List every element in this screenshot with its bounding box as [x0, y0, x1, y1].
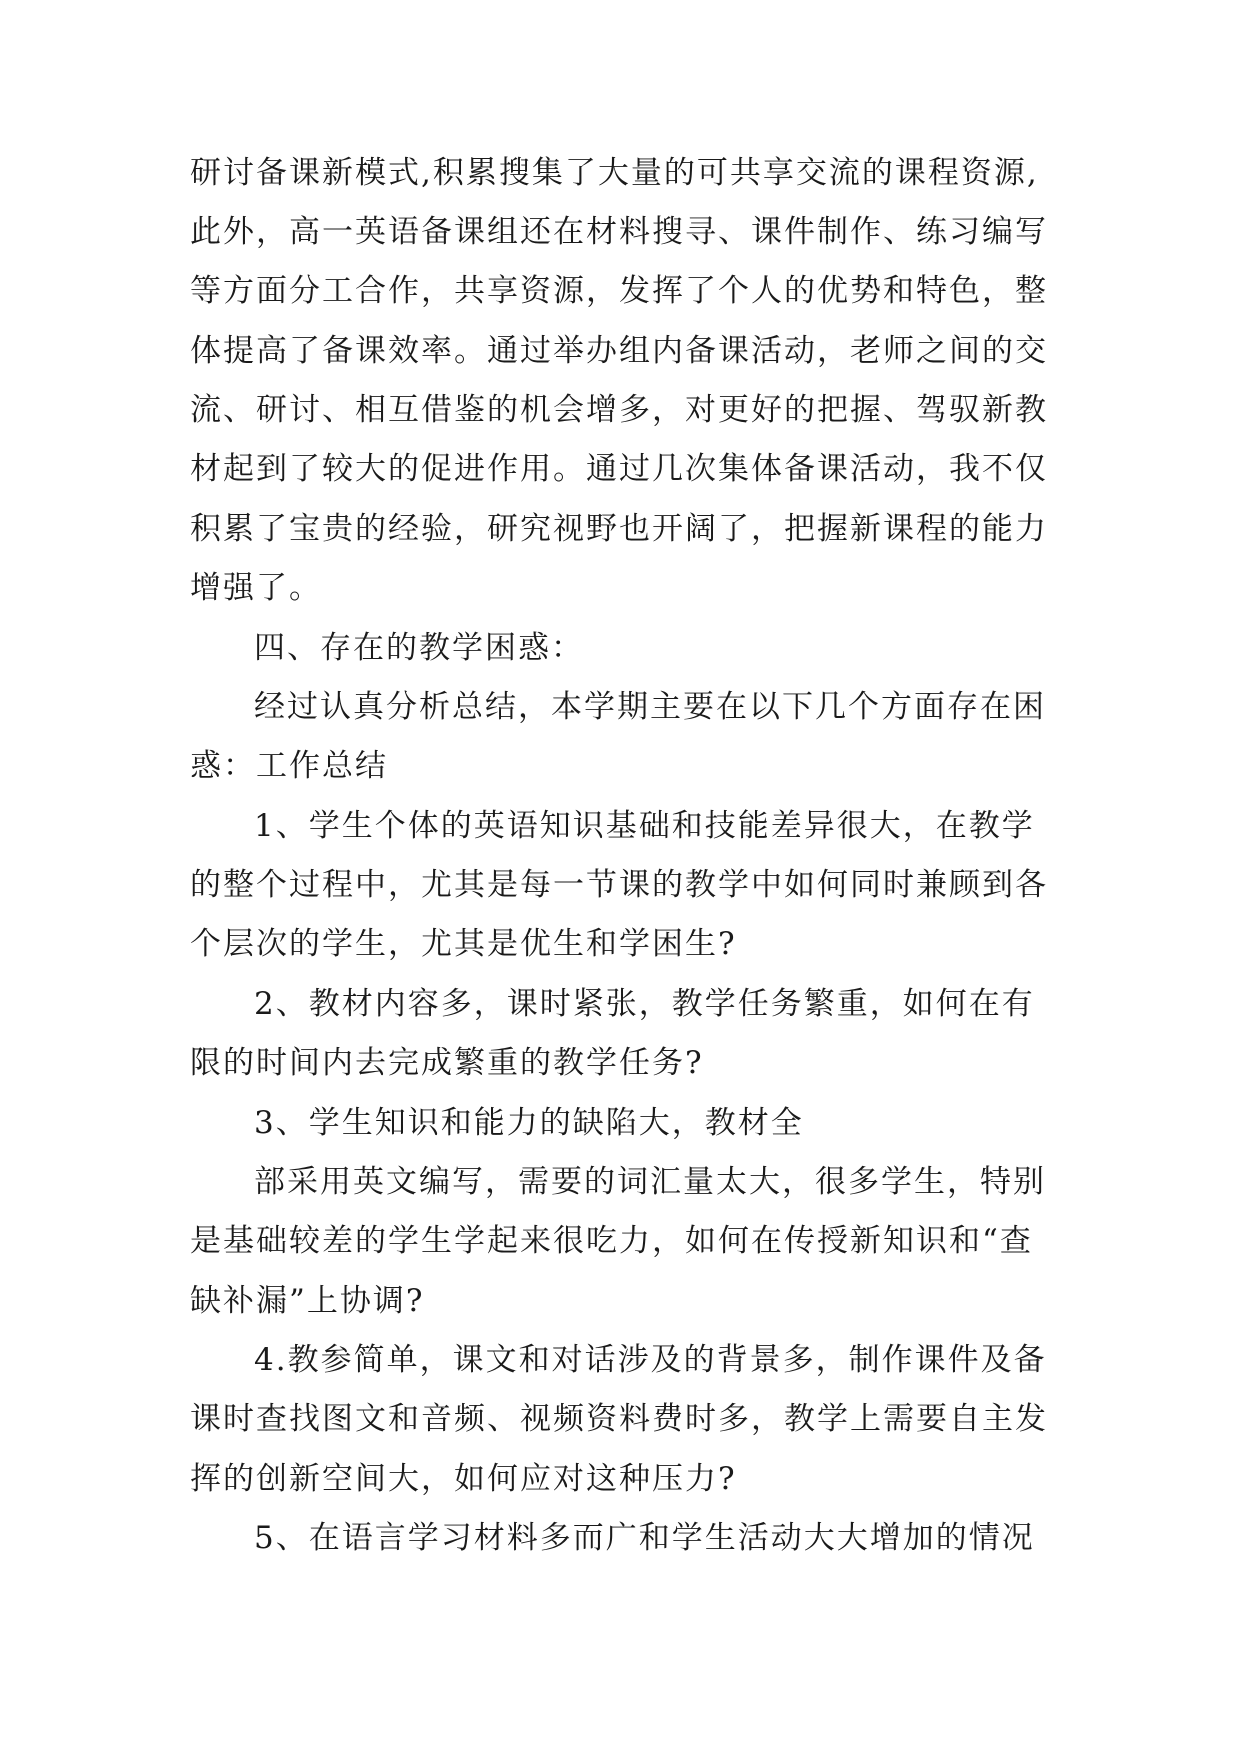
- text-line: 限的时间内去完成繁重的教学任务?: [190, 1045, 704, 1081]
- text-line: 的整个过程中，尤其是每一节课的教学中如何同时兼顾到各: [190, 867, 1048, 903]
- text-line: 材起到了较大的促进作用。通过几次集体备课活动，我不仅: [190, 451, 1048, 487]
- text-line: 此外，高一英语备课组还在材料搜寻、课件制作、练习编写: [190, 214, 1048, 250]
- text-line: 4.教参简单，课文和对话涉及的背景多，制作课件及备: [254, 1342, 1047, 1378]
- text-line: 个层次的学生，尤其是优生和学困生?: [190, 926, 737, 962]
- text-line: 经过认真分析总结，本学期主要在以下几个方面存在困: [254, 689, 1046, 725]
- text-line: 3、学生知识和能力的缺陷大，教材全: [254, 1105, 804, 1141]
- text-line: 增强了。: [190, 570, 322, 606]
- text-line: 是基础较差的学生学起来很吃力，如何在传授新知识和“查: [190, 1223, 1033, 1259]
- section-heading: 四、存在的教学困惑：: [254, 630, 584, 666]
- text-line: 5、在语言学习材料多而广和学生活动大大增加的情况: [254, 1520, 1035, 1556]
- text-line: 挥的创新空间大，如何应对这种压力?: [190, 1461, 737, 1497]
- text-line: 体提高了备课效率。通过举办组内备课活动，老师之间的交: [190, 333, 1048, 369]
- text-line: 课时查找图文和音频、视频资料费时多，教学上需要自主发: [190, 1401, 1048, 1437]
- text-line: 等方面分工合作，共享资源，发挥了个人的优势和特色，整: [190, 273, 1048, 309]
- text-line: 1、学生个体的英语知识基础和技能差异很大，在教学: [254, 808, 1035, 844]
- text-line: 2、教材内容多，课时紧张，教学任务繁重，如何在有: [254, 986, 1035, 1022]
- text-line: 流、研讨、相互借鉴的机会增多，对更好的把握、驾驭新教: [190, 392, 1048, 428]
- text-line: 积累了宝贵的经验，研究视野也开阔了，把握新课程的能力: [190, 511, 1048, 547]
- text-line: 研讨备课新模式,积累搜集了大量的可共享交流的课程资源,: [190, 155, 1039, 191]
- text-line: 缺补漏”上协调?: [190, 1283, 425, 1319]
- text-line: 惑：工作总结: [190, 748, 388, 784]
- text-line: 部采用英文编写，需要的词汇量太大，很多学生，特别: [254, 1164, 1046, 1200]
